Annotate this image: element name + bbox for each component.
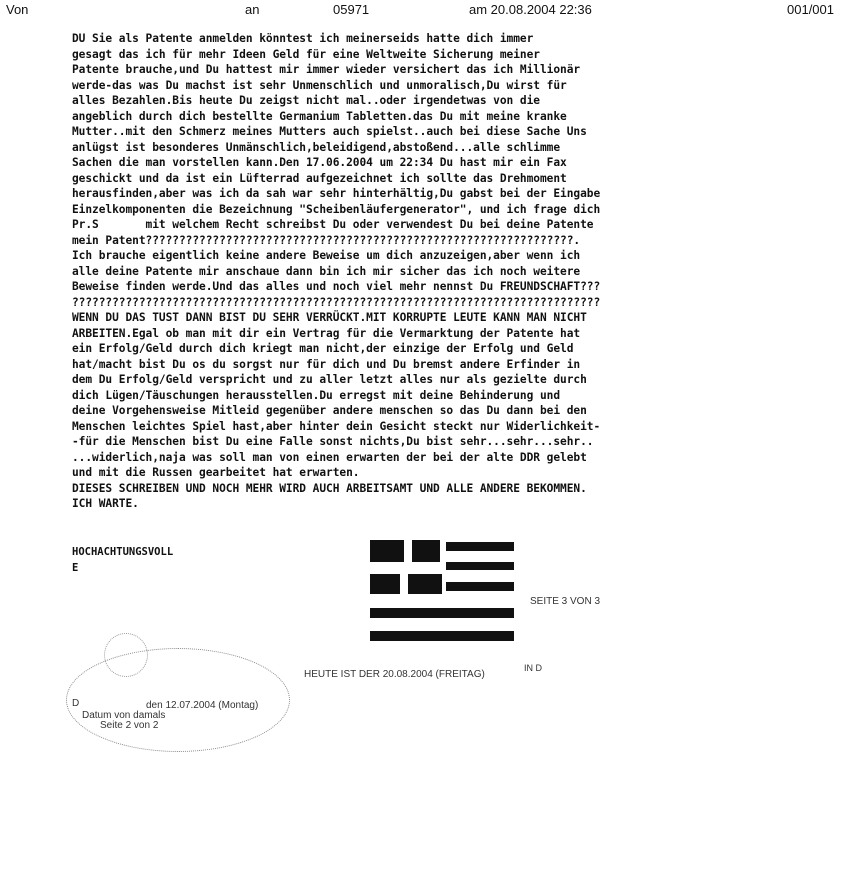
- letter-line: ein Erfolg/Geld durch dich kriegt man nicht,der einzige der Erfolg und Geld: [72, 342, 574, 355]
- letter-line: Ich brauche eigentlich keine andere Beweise um dich anzuzeigen,aber wenn ich: [72, 249, 581, 262]
- closing-initial: E: [72, 562, 79, 574]
- letter-line: WENN DU DAS TUST DANN BIST DU SEHR VERRÜCKT.MIT KORRUPTE LEUTE KANN MAN NICHT: [72, 311, 587, 324]
- letter-line: anlügst ist besonderes Unmänschlich,beleidigend,abstoßend...alle schlimme: [72, 140, 561, 154]
- bubble-datum: Datum von damals: [82, 710, 166, 721]
- letter-line: ARBEITEN.Egal ob man mit dir ein Vertrag für die Vermarktung der Patente hat: [72, 326, 581, 340]
- seite-label: SEITE 3 VON 3: [530, 596, 601, 607]
- letter-line: deine Vorgehensweise Mitleid gegenüber andere menschen so das Du dann bei den: [72, 404, 587, 417]
- letter-line: geschickt und da ist ein Lüfterrad aufgezeichnet ich sollte das Drehmoment: [72, 171, 567, 185]
- letter-line: alles Bezahlen.Bis heute Du zeigst nicht mal..oder irgendetwas von die: [72, 94, 540, 107]
- letter-line: ???????????????????????????????????????????????????????????????????????????????: [72, 295, 601, 309]
- letter-line: ...widerlich,naja was soll man von einen erwarten der bei der alte DDR gelebt: [72, 450, 587, 464]
- today-line: HEUTE IST DER 20.08.2004 (FREITAG): [304, 669, 485, 680]
- fax-header: [0, 0, 856, 18]
- letter-line: Patente brauche,und Du hattest mir immer wieder versichert das ich Millionär: [72, 63, 581, 76]
- letter-line: DU Sie als Patente anmelden könntest ich meinerseids hatte dich immer: [72, 32, 534, 45]
- fax-to-label: an: [245, 2, 260, 17]
- closing: [72, 544, 173, 576]
- fax-datetime: am 20.08.2004 22:36: [469, 2, 592, 17]
- in-d-label: IN D: [524, 663, 542, 673]
- letter-line: -für die Menschen bist Du eine Falle sonst nichts,Du bist sehr...sehr...sehr..: [72, 435, 594, 448]
- bubble-d: D: [72, 698, 80, 709]
- speech-bubble-tail: [104, 633, 148, 677]
- letter-body: [72, 31, 792, 512]
- bubble-date: den 12.07.2004 (Montag): [146, 700, 259, 711]
- letter-line: herausfinden,aber was ich da sah war sehr hinterhältig,Du gabst bei der Eingabe: [72, 187, 601, 200]
- fax-number: 05971: [333, 2, 370, 17]
- fax-from-label: Von: [6, 2, 29, 17]
- redacted-stamp: [366, 536, 518, 648]
- letter-line: alle deine Patente mir anschaue dann bin ich mir sicher das ich noch weitere: [72, 264, 581, 278]
- closing-greeting: HOCHACHTUNGSVOLL: [72, 546, 174, 558]
- letter-line: werde-das was Du machst ist sehr Unmenschlich und unmoralisch,Du wirst für: [72, 78, 567, 92]
- letter-line: Einzelkomponenten die Bezeichnung "Scheibenläufergenerator", und ich frage dich: [72, 202, 601, 216]
- letter-line: Mutter..mit den Schmerz meines Mutters auch spielst..auch bei diese Sache Uns: [72, 125, 587, 138]
- letter-line: Pr.S mit welchem Recht schreibst Du oder verwendest Du bei deine Patente: [72, 218, 594, 231]
- letter-line: mein Patent????????????????????????????????????????????????????????????????.: [72, 233, 581, 247]
- letter-line: hat/macht bist Du os du sorgst nur für dich und Du bremst andere Erfinder in: [72, 357, 581, 371]
- letter-line: ICH WARTE.: [72, 497, 139, 510]
- letter-line: Beweise finden werde.Und das alles und noch viel mehr nennst Du FREUNDSCHAFT???: [72, 280, 601, 293]
- letter-line: gesagt das ich für mehr Ideen Geld für eine Weltweite Sicherung meiner: [72, 47, 540, 61]
- letter-line: Sachen die man vorstellen kann.Den 17.06.2004 um 22:34 Du hast mir ein Fax: [72, 156, 567, 169]
- letter-line: dem Du Erfolg/Geld verspricht und zu aller letzt alles nur als gezielte durch: [72, 373, 587, 386]
- bubble-seite: Seite 2 von 2: [100, 720, 159, 731]
- letter-line: und mit die Russen gearbeitet hat erwarten.: [72, 466, 360, 479]
- fax-page: 001/001: [787, 2, 834, 17]
- letter-line: Menschen leichtes Spiel hast,aber hinter dein Gesicht steckt nur Widerlichkeit-: [72, 419, 601, 433]
- letter-line: angeblich durch dich bestellte Germanium Tabletten.das Du mit meine kranke: [72, 109, 567, 123]
- letter-line: DIESES SCHREIBEN UND NOCH MEHR WIRD AUCH ARBEITSAMT UND ALLE ANDERE BEKOMMEN.: [72, 481, 587, 495]
- letter-line: dich Lügen/Täuschungen herausstellen.Du erregst mit deine Behinderung und: [72, 388, 561, 402]
